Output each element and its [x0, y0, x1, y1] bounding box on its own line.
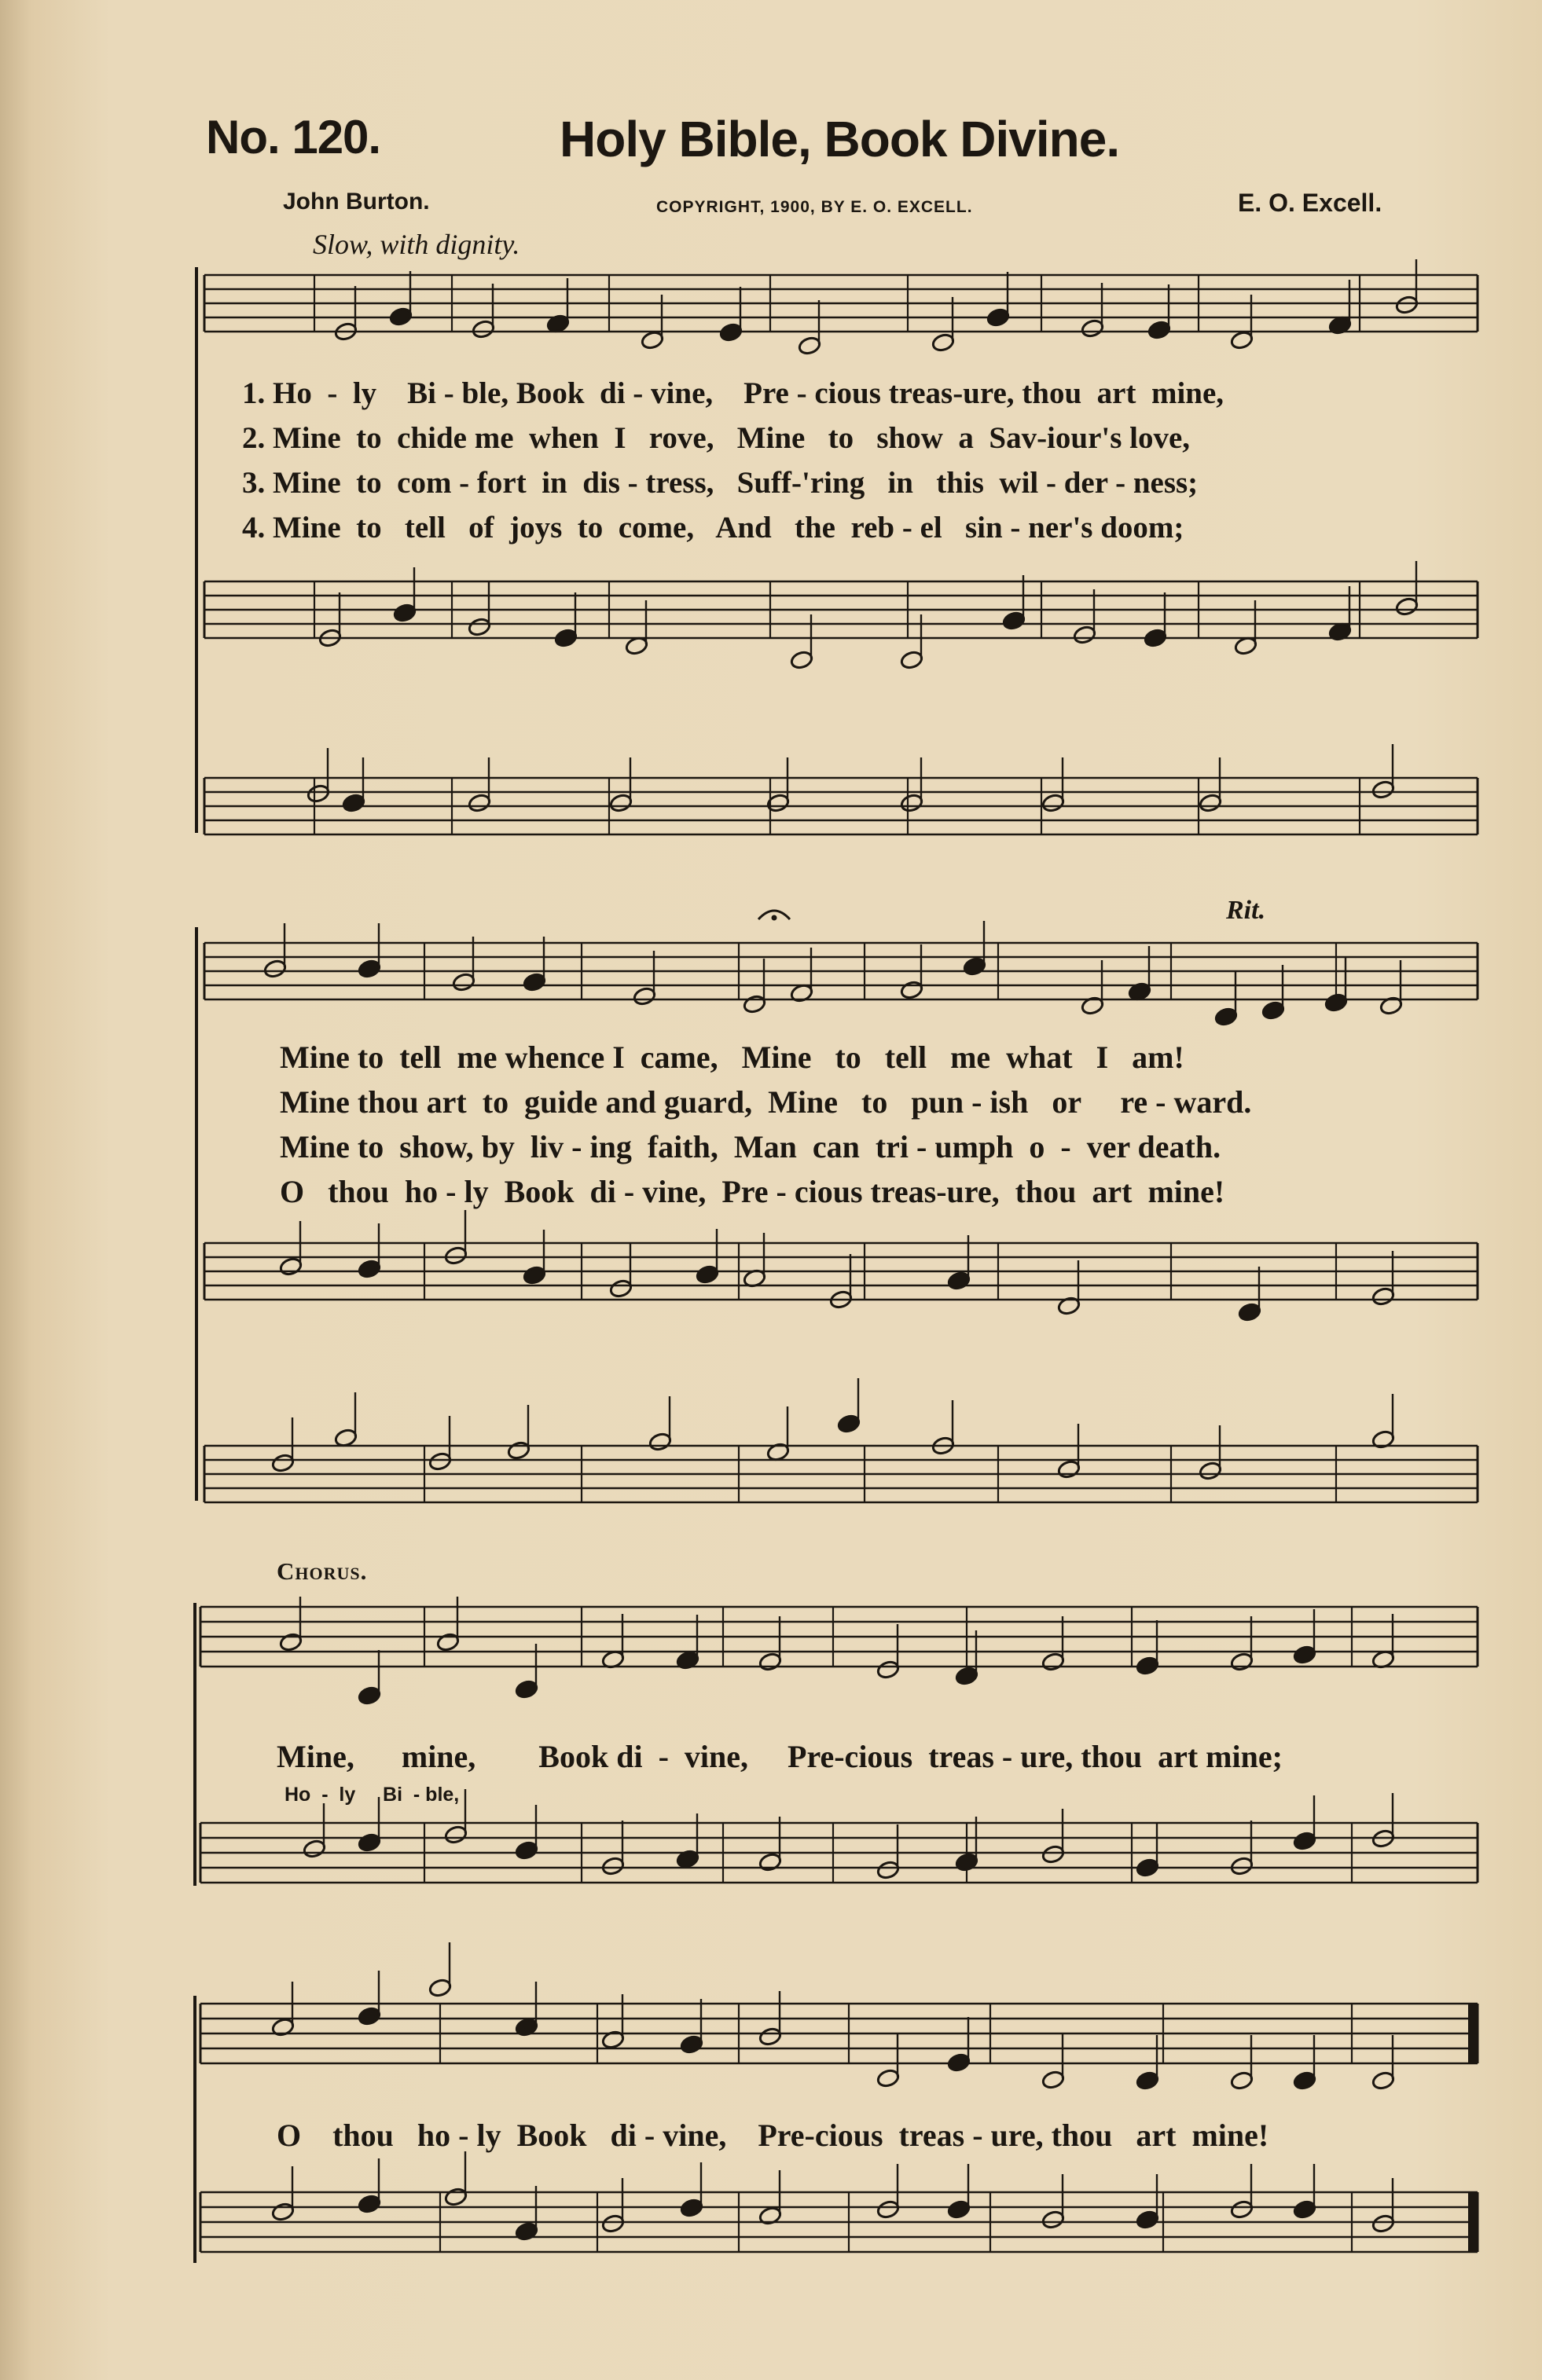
system6-note: [876, 2068, 901, 2088]
system5-bass-note: [1041, 1844, 1066, 1865]
system5-bass-note: [601, 1856, 626, 1876]
system2-note: [393, 603, 417, 623]
system5-bass-note: [1136, 1857, 1160, 1878]
system3-note: [1214, 1007, 1239, 1027]
system4-note: [1371, 1286, 1396, 1307]
system2-bass-note: [900, 793, 924, 813]
system6-bass-note: [1041, 2209, 1066, 2230]
system6-bass-note: [1371, 2213, 1396, 2234]
system3-note: [358, 959, 382, 979]
system4-bass-note: [1057, 1459, 1081, 1480]
system5-note: [1293, 1645, 1317, 1665]
system2-bass-note: [468, 793, 492, 813]
system1-note: [641, 330, 665, 350]
system1-note: [798, 336, 822, 356]
system1-note: [719, 322, 743, 343]
final-barline: [1468, 2192, 1478, 2252]
system5-bass-note: [303, 1839, 327, 1859]
hymn-number: No. 120.: [206, 111, 381, 163]
system3-note: [963, 956, 987, 977]
system2-note: [1073, 625, 1097, 645]
system6-note: [428, 1978, 453, 1998]
system3-note: [743, 994, 767, 1014]
system1-note: [931, 332, 956, 353]
system4-bass-note: [1199, 1461, 1223, 1481]
chorus-bass-echo: Ho - ly Bi - ble,: [285, 1784, 460, 1806]
system4-note: [358, 1259, 382, 1279]
system6-bass-note: [876, 2199, 901, 2220]
system2-note: [468, 617, 492, 637]
system4-note: [523, 1265, 547, 1285]
final-barline: [1468, 2004, 1478, 2063]
system5-bass-note: [1230, 1856, 1254, 1876]
system6-bass-note: [271, 2202, 296, 2222]
system5-note: [1041, 1652, 1066, 1672]
system1-note: [472, 319, 496, 339]
system1-note: [389, 306, 413, 327]
chorus-label: Chorus.: [277, 1557, 368, 1585]
system5-note: [876, 1659, 901, 1680]
system4-note: [609, 1278, 633, 1299]
system4-note: [947, 1271, 971, 1291]
system6-note: [758, 2026, 783, 2047]
chorus-line-1: Mine, mine, Book di - vine, Pre-cious treas - ure, thou art mine;: [277, 1739, 1283, 1774]
system6-note: [1136, 2070, 1160, 2091]
system6-bass-note: [601, 2213, 626, 2234]
system2-note: [554, 628, 578, 648]
system2-bass-note: [609, 793, 633, 813]
system4-note: [279, 1256, 303, 1277]
system6-bass-note: [947, 2199, 971, 2220]
system6-note: [680, 2034, 704, 2055]
fermata-dot: [772, 915, 777, 920]
words-credit: John Burton.: [283, 189, 430, 215]
system1-note: [1081, 318, 1105, 339]
system4-note: [444, 1245, 468, 1266]
system3-note: [633, 986, 657, 1007]
verse-second-half-2: Mine thou art to guide and guard, Mine to pun - ish or re - ward.: [280, 1084, 1252, 1120]
system3-note: [1324, 992, 1349, 1013]
system6-bass-note: [680, 2198, 704, 2218]
system5-note: [1230, 1652, 1254, 1672]
system6-note: [358, 2006, 382, 2026]
system4-bass-note: [648, 1432, 673, 1452]
system2-note: [1144, 628, 1168, 648]
system6-bass-note: [444, 2187, 468, 2207]
system6-note: [1293, 2070, 1317, 2091]
system5-bass-note: [758, 1852, 783, 1872]
system3-note: [1261, 1000, 1286, 1021]
system5-bass-note: [515, 1840, 539, 1861]
chorus-line-2: O thou ho - ly Book di - vine, Pre-cious treas - ure, thou art mine!: [277, 2118, 1269, 2153]
music-credit: E. O. Excell.: [1238, 189, 1382, 217]
system3-note: [523, 972, 547, 992]
system2-note: [1002, 611, 1026, 631]
system6-note: [1230, 2070, 1254, 2091]
system1-note: [1147, 320, 1172, 340]
system5-bass-note: [1293, 1831, 1317, 1851]
system2-note: [1395, 596, 1419, 617]
system2-bass-note: [307, 783, 331, 804]
system6-bass-note: [1136, 2209, 1160, 2230]
system5-bass-note: [358, 1832, 382, 1853]
system4-note: [1238, 1302, 1262, 1322]
system5-bass-note: [876, 1860, 901, 1880]
tempo-marking: Slow, with dignity.: [313, 229, 520, 260]
system5-note: [1136, 1656, 1160, 1676]
system6-bass-note: [515, 2221, 539, 2242]
verse-line-1: 1. Ho - ly Bi - ble, Book di - vine, Pre - cious treas-ure, thou art mine,: [242, 376, 1224, 410]
system1-note: [1395, 295, 1419, 315]
system6-note: [947, 2052, 971, 2073]
system3-note: [452, 972, 476, 992]
system6-bass-note: [1230, 2199, 1254, 2220]
system2-bass-note: [342, 793, 366, 813]
system5-note: [955, 1666, 979, 1686]
system4-note: [696, 1264, 720, 1285]
system5-bass-note: [955, 1852, 979, 1872]
verse-second-half-3: Mine to show, by liv - ing faith, Man can tri - umph o - ver death.: [280, 1129, 1221, 1164]
ritardando-marking: Rit.: [1226, 896, 1266, 925]
system5-bass-note: [444, 1824, 468, 1845]
system4-bass-note: [428, 1451, 453, 1472]
system2-note: [900, 650, 924, 670]
system6-bass-note: [358, 2194, 382, 2214]
system5-note: [758, 1652, 783, 1672]
system6-note: [1041, 2070, 1066, 2090]
verse-second-half-4: O thou ho - ly Book di - vine, Pre - cious treas-ure, thou art mine!: [280, 1174, 1225, 1209]
system2-bass-note: [1041, 793, 1066, 813]
copyright-notice: COPYRIGHT, 1900, BY E. O. EXCELL.: [656, 198, 973, 216]
system5-note: [279, 1632, 303, 1652]
system6-note: [1371, 2070, 1396, 2091]
system5-note: [515, 1679, 539, 1700]
system5-note: [436, 1632, 461, 1652]
system1-note: [986, 307, 1011, 328]
hymn-title: Holy Bible, Book Divine.: [560, 111, 1120, 167]
verse-line-4: 4. Mine to tell of joys to come, And the reb - el sin - ner's doom;: [242, 511, 1184, 545]
system2-bass-note: [1199, 793, 1223, 813]
system5-note: [358, 1685, 382, 1706]
system3-note: [263, 959, 288, 979]
system1-note: [1230, 330, 1254, 350]
system4-bass-note: [837, 1414, 861, 1434]
system2-note: [790, 650, 814, 670]
system6-bass-note: [1293, 2199, 1317, 2220]
verse-line-2: 2. Mine to chide me when I rove, Mine to show a Sav-iour's love,: [242, 421, 1191, 455]
system2-bass-note: [1371, 779, 1396, 800]
system3-note: [900, 980, 924, 1000]
verse-line-3: 3. Mine to com - fort in dis - tress, Suff-'ring in this wil - der - ness;: [242, 466, 1199, 500]
system4-bass-note: [271, 1453, 296, 1473]
system4-bass-note: [507, 1440, 531, 1461]
verse-second-half-1: Mine to tell me whence I came, Mine to tell me what I am!: [280, 1040, 1184, 1075]
